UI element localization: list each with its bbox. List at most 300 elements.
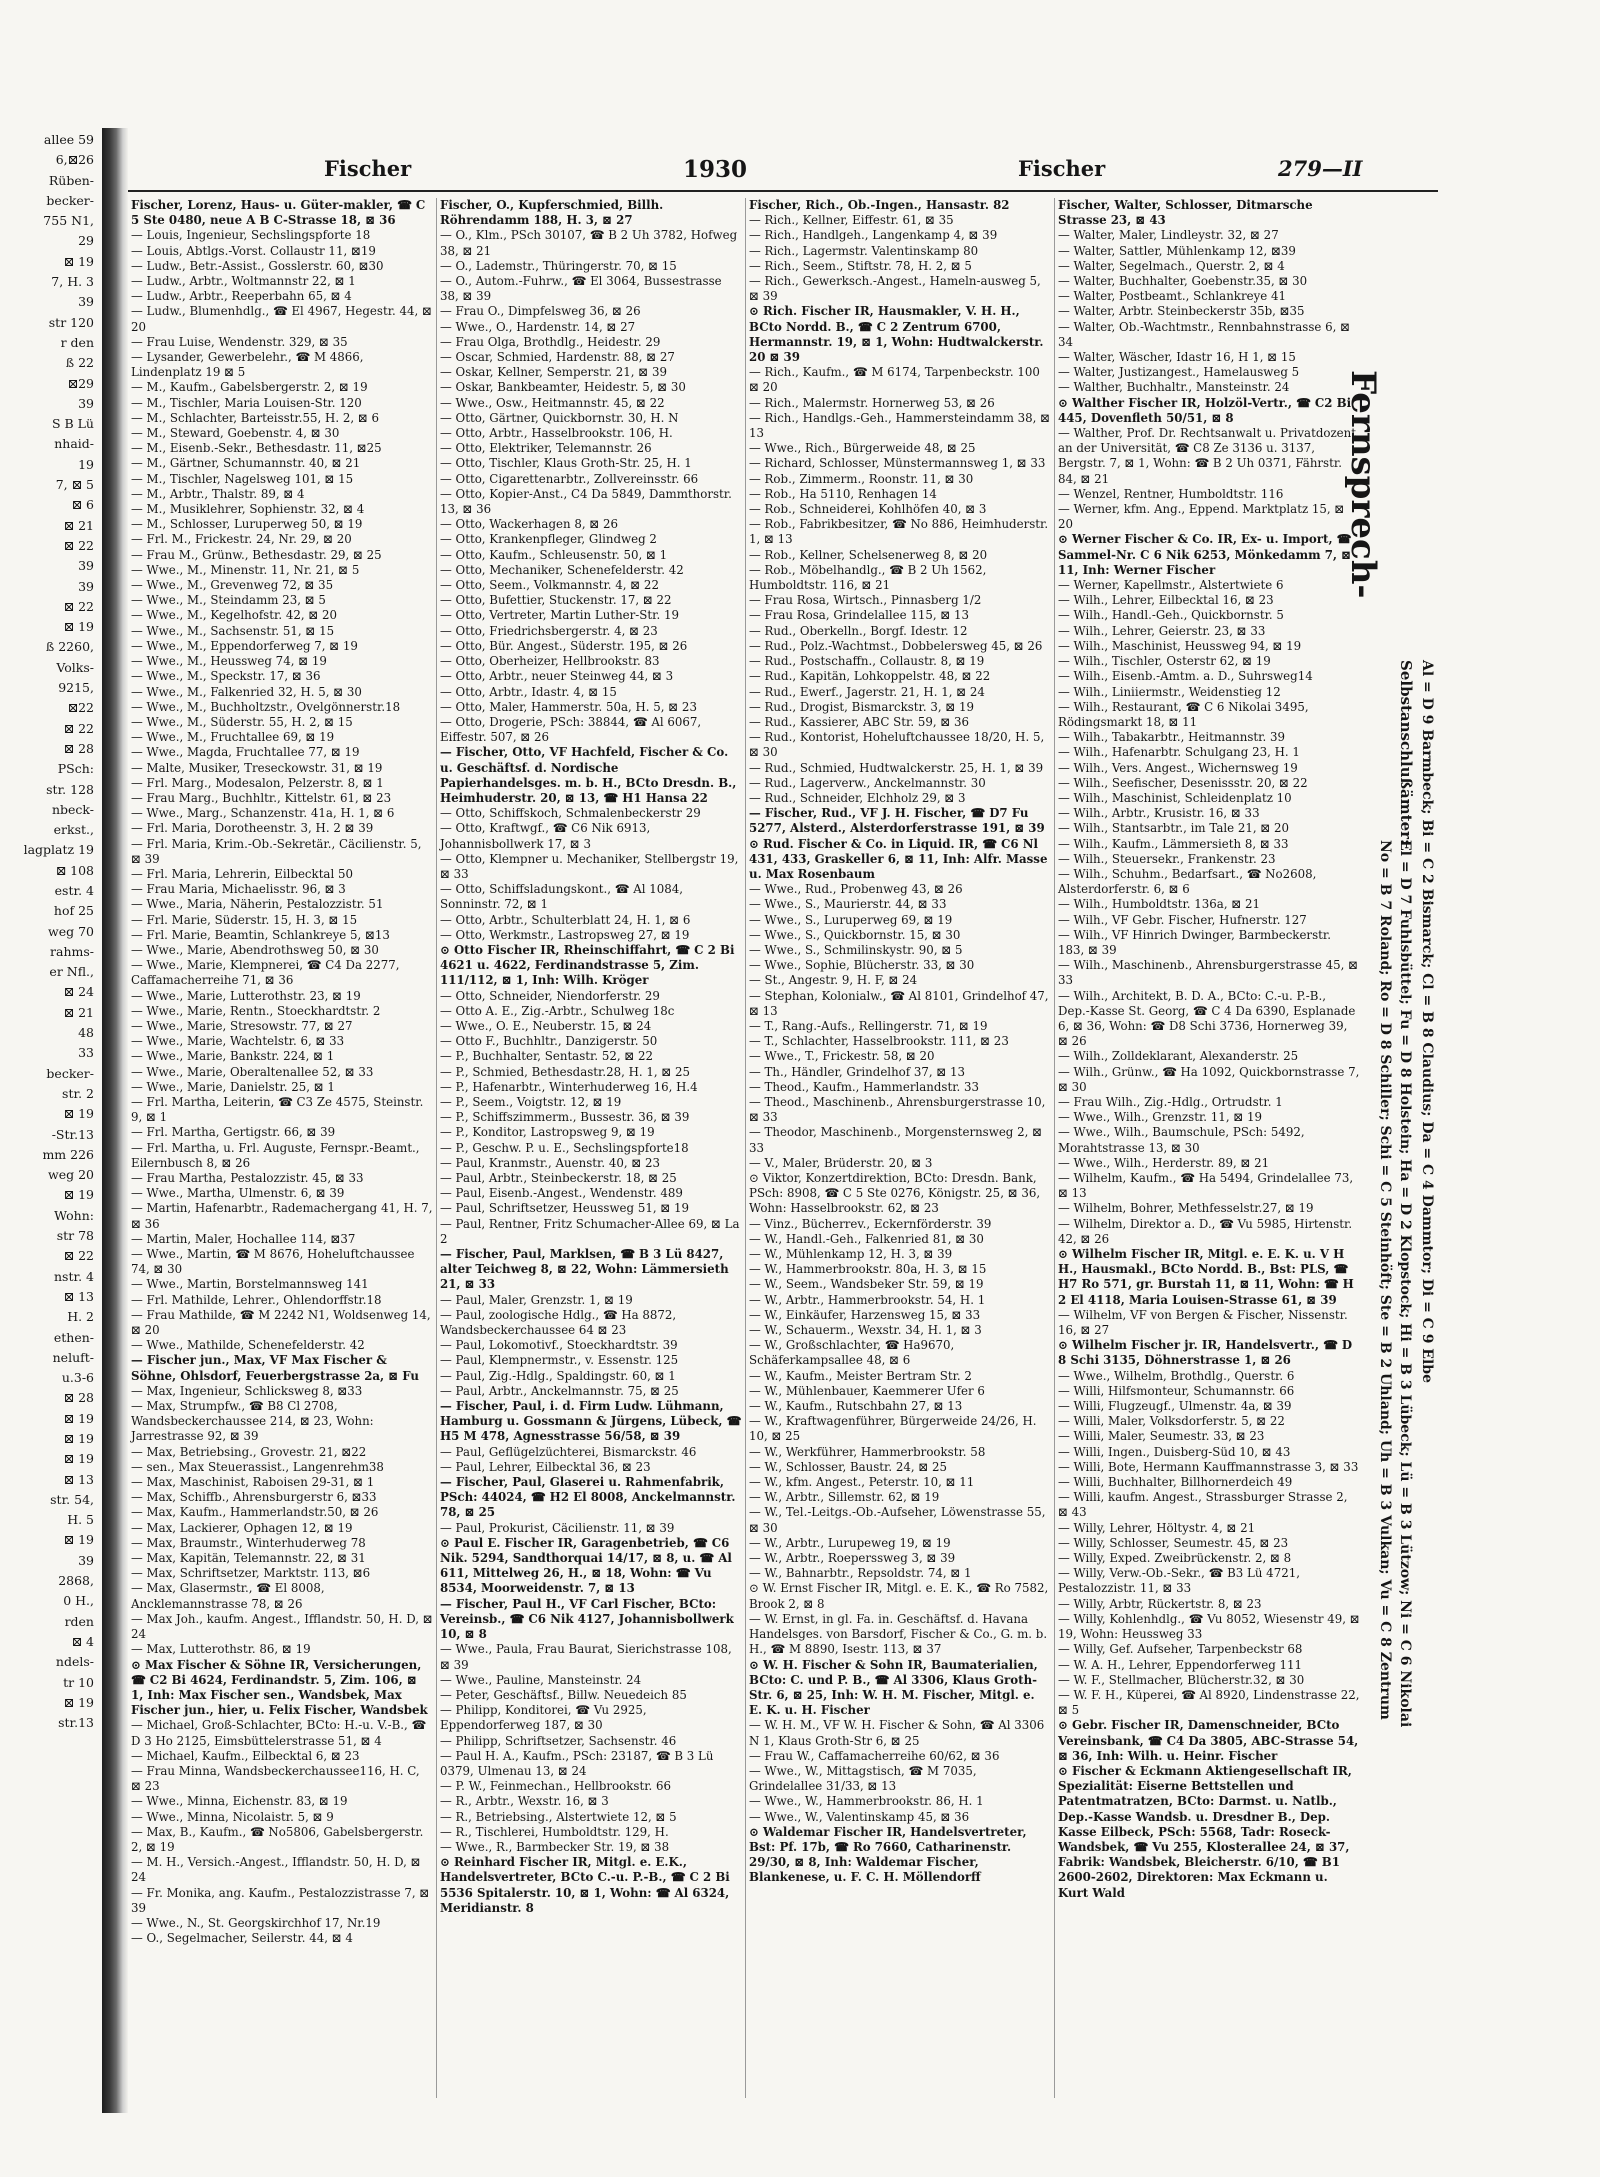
directory-entry: — Philipp, Konditorei, ☎ Vu 2925, Eppendorferweg 187, ⊠ 30: [440, 1703, 647, 1733]
directory-entry: ⊙ Otto Fischer IR, Rheinschiffahrt, ☎ C 2 Bi 4621 u. 4622, Ferdinandstrasse 5, Zim. 111/112, ⊠ 1, Inh: Wilh. Kröger: [440, 942, 735, 988]
directory-entry: — O., Klm., PSch 30107, ☎ B 2 Uh 3782, Hofweg 38, ⊠ 21: [440, 228, 738, 258]
directory-entry: — W., Seem., Wandsbeker Str. 59, ⊠ 19: [749, 1277, 984, 1292]
fragment-line: 755 N1,: [43, 213, 94, 229]
directory-entry: — Rud., Kassierer, ABC Str. 59, ⊠ 36: [749, 714, 970, 729]
fragment-line: nstr. 4: [54, 1268, 94, 1284]
directory-entry: — Otto, Bufettier, Stuckenstr. 17, ⊠ 22: [440, 593, 672, 608]
directory-entry: — Willy, Arbtr, Rückertstr. 8, ⊠ 23: [1058, 1596, 1262, 1611]
directory-entry: — Frl. Maria, Dorotheenstr. 3, H. 2 ⊠ 39: [131, 821, 374, 836]
directory-entry: — Wilh., Liniiermstr., Weidenstieg 12: [1058, 684, 1281, 699]
fragment-line: str 78: [56, 1228, 94, 1244]
fragment-line: 39: [78, 1552, 94, 1568]
directory-entry: — Wwe., M., Speckstr. 17, ⊠ 36: [131, 669, 321, 684]
directory-entry: — Wwe., Paula, Frau Baurat, Sierichstrasse 108, ⊠ 39: [440, 1642, 732, 1672]
directory-entry: — Wwe., Maria, Näherin, Pestalozzistr. 51: [131, 897, 384, 912]
directory-entry: — Peter, Geschäftsf., Billw. Neuedeich 85: [440, 1687, 687, 1702]
directory-entry: — Max, Lackierer, Ophagen 12, ⊠ 19: [131, 1520, 353, 1535]
directory-entry: — Otto, Drogerie, PSch: 38844, ☎ Al 6067, Eiffestr. 507, ⊠ 26: [440, 714, 702, 745]
directory-entry: — Wwe., O. E., Neuberstr. 15, ⊠ 24: [440, 1018, 652, 1033]
directory-entry: — Wwe., T., Frickestr. 58, ⊠ 20: [749, 1049, 935, 1064]
sidebar-title: Fernsprech-: [1343, 370, 1383, 599]
directory-entry: Fischer, O., Kupferschmied, Billh. Röhrendamm 188, H. 3, ⊠ 27: [440, 198, 664, 228]
directory-entry: — W., Mühlenkamp 12, H. 3, ⊠ 39: [749, 1247, 953, 1262]
directory-entry: — Rob., Zimmerm., Roonstr. 11, ⊠ 30: [749, 471, 974, 486]
directory-entry: — Wwe., Rud., Probenweg 43, ⊠ 26: [749, 882, 963, 897]
directory-entry: — Wilhelm, Bohrer, Methfesselstr.27, ⊠ 19: [1058, 1201, 1314, 1216]
telephone-exchange-sidebar: [1343, 240, 1463, 1728]
directory-entry: — Otto, Tischler, Klaus Groth-Str. 25, H. 1: [440, 456, 692, 471]
previous-page-fragment: [0, 130, 102, 2090]
fragment-line: ndels-: [55, 1654, 94, 1670]
directory-entry: — Wilhelm, Direktor a. D., ☎ Vu 5985, Hirtenstr. 42, ⊠ 26: [1058, 1216, 1353, 1246]
directory-entry: — Willi, Flugzeugf., Ulmenstr. 4a, ⊠ 39: [1058, 1399, 1292, 1414]
directory-entry: — St., Angestr. 9, H. F, ⊠ 24: [749, 973, 918, 988]
header-year: 1930: [683, 156, 748, 183]
directory-entry: — Wwe., Wilh., Grenzstr. 11, ⊠ 19: [1058, 1110, 1262, 1125]
directory-entry: — Willy, Gef. Aufseher, Tarpenbeckstr 68: [1058, 1642, 1303, 1657]
directory-entry: — Ludw., Betr.-Assist., Gosslerstr. 60, ⊠30: [131, 258, 384, 273]
fragment-line: ⊠ 22: [63, 598, 94, 614]
directory-entry: — Wilh., Tischler, Osterstr 62, ⊠ 19: [1058, 654, 1271, 669]
directory-entry: — Max, Maschinist, Raboisen 29-31, ⊠ 1: [131, 1475, 375, 1490]
directory-entry: — M., Arbtr., Thalstr. 89, ⊠ 4: [131, 486, 305, 501]
directory-entry: ⊙ Fischer & Eckmann Aktiengesellschaft IR, Spezialität: Eiserne Bettstellen und Patentmatratzen, BCto: Darmst. u. Natlb., Dep.-Kasse Wandsb. u. Dresdner B., Dep. Kasse Eilbeck, PSch: 5568, Tadr: Roseck-Wandsbek, ☎ Vu 255, Klosterallee 24, ⊠ 37, Fabrik: Wandsbek, Bleicherstr. 6/10, ☎ B1 2600-2602, Direktoren: Max Eckmann u. Kurt Wald: [1058, 1763, 1352, 1900]
fragment-line: 39: [78, 578, 94, 594]
directory-entry: — Rich., Handlgs.-Geh., Hammersteindamm 38, ⊠ 13: [749, 410, 1051, 441]
directory-entry: — W. H. M., VF W. H. Fischer & Sohn, ☎ Al 3306 N 1, Klaus Groth-Str 6, ⊠ 25: [749, 1718, 1045, 1748]
directory-entry: — Paul, Geflügelzüchterei, Bismarckstr. 46: [440, 1444, 697, 1459]
directory-entry: ⊙ Rich. Fischer IR, Hausmakler, V. H. H., BCto Nordd. B., ☎ C 2 Zentrum 6700, Hermannstr. 19, ⊠ 1, Wohn: Hudtwalckerstr. 20 ⊠ 39: [749, 304, 1044, 365]
directory-entry: — Rud., Schmied, Hudtwalckerstr. 25, H. 1, ⊠ 39: [749, 760, 1044, 775]
directory-entry: — O., Autom.-Fuhrw., ☎ El 3064, Bussestrasse 38, ⊠ 39: [440, 274, 722, 304]
directory-entry: — Willy, Schlosser, Seumestr. 45, ⊠ 23: [1058, 1535, 1289, 1550]
directory-entry: — sen., Max Steuerassist., Langenrehm38: [131, 1459, 384, 1474]
directory-entry: — Werner, kfm. Ang., Eppend. Marktplatz 15, ⊠ 20: [1058, 502, 1345, 532]
directory-entry: — Rud., Schneider, Elchholz 29, ⊠ 3: [749, 790, 966, 805]
directory-entry: — Paul, Lokomotivf., Stoeckhardtstr. 39: [440, 1338, 678, 1353]
directory-entry: — Walther, Buchhaltr., Mansteinstr. 24: [1058, 380, 1290, 395]
fragment-line: ⊠ 13: [63, 1471, 94, 1487]
directory-entry: — Wwe., Martha, Ulmenstr. 6, ⊠ 39: [131, 1186, 345, 1201]
directory-entry: — Wwe., M., Eppendorferweg 7, ⊠ 19: [131, 638, 358, 653]
directory-entry: — Wilh., Maschinist, Heussweg 94, ⊠ 19: [1058, 638, 1302, 653]
fragment-line: becker-: [46, 192, 94, 208]
directory-entry: — P., Seem., Voigtstr. 12, ⊠ 19: [440, 1094, 622, 1109]
fragment-line: ethen-: [53, 1329, 94, 1345]
directory-entry: — Otto, Werkmstr., Lastropsweg 27, ⊠ 19: [440, 927, 690, 942]
directory-entry: — Walter, Buchhalter, Goebenstr.35, ⊠ 30: [1058, 274, 1308, 289]
directory-entry: — Lysander, Gewerbelehr., ☎ M 4866, Lindenplatz 19 ⊠ 5: [131, 350, 364, 380]
directory-entry: — Rich., Kaufm., ☎ M 6174, Tarpenbeckstr. 100 ⊠ 20: [749, 365, 1040, 395]
directory-entry: — Fischer, Paul, i. d. Firm Ludw. Lühmann, Hamburg u. Gossmann & Jürgens, Lübeck, ☎ H5 M 478, Agnesstrasse 56/58, ⊠ 39: [440, 1399, 742, 1444]
directory-entry: — Wilhelm, VF von Bergen & Fischer, Nissenstr. 16, ⊠ 27: [1058, 1307, 1348, 1338]
directory-entry: — Wwe., Mathilde, Schenefelderstr. 42: [131, 1338, 365, 1353]
page-header: [128, 150, 1463, 190]
directory-entry: — Wwe., M., Fruchtallee 69, ⊠ 19: [131, 730, 335, 745]
directory-entry: — Frau Rosa, Grindelallee 115, ⊠ 13: [749, 608, 970, 623]
directory-entry: — Wwe., Marie, Oberaltenallee 52, ⊠ 33: [131, 1064, 374, 1079]
directory-entry: — Werner, Kapellmstr., Alstertwiete 6: [1058, 578, 1284, 593]
directory-entry: — Wilh., VF Gebr. Fischer, Hufnerstr. 127: [1058, 912, 1307, 927]
directory-entry: — Wwe., Wilh., Baumschule, PSch: 5492, Morahtstrasse 13, ⊠ 30: [1058, 1125, 1305, 1155]
directory-entry: — Otto, Krankenpfleger, Glindweg 2: [440, 532, 657, 547]
directory-entry: — Max, Lutterothstr. 86, ⊠ 19: [131, 1642, 311, 1657]
directory-entry: — Walter, Maler, Lindleystr. 32, ⊠ 27: [1058, 228, 1279, 243]
directory-entry: — Wwe., Sophie, Blücherstr. 33, ⊠ 30: [749, 958, 975, 973]
directory-entry: — R., Betriebsing., Alstertwiete 12, ⊠ 5: [440, 1809, 677, 1824]
directory-entry: — Max, Schiffb., Ahrensburgerstr 6, ⊠33: [131, 1490, 377, 1505]
fragment-line: 39: [78, 294, 94, 310]
fragment-line: 29: [78, 233, 94, 249]
directory-entry: — P., Geschw. P. u. E., Sechslingspforte18: [440, 1140, 689, 1155]
directory-entry: — Wwe., Pauline, Mansteinstr. 24: [440, 1672, 642, 1687]
exchange-line-1: Al = D 9 Barmbeck; Bi = C 2 Bismarck; Cl = B 8 Claudius; Da = C 4 Dammtor; Di = C 9 Elbe: [1419, 660, 1435, 1383]
fragment-line: S B Lü: [51, 416, 94, 432]
directory-entry: — W., Arbtr., Sillemstr. 62, ⊠ 19: [749, 1490, 940, 1505]
directory-entry: — Wilh., Stantsarbtr., im Tale 21, ⊠ 20: [1058, 821, 1290, 836]
directory-entry: — Otto, Maler, Hammerstr. 50a, H. 5, ⊠ 23: [440, 699, 697, 714]
fragment-line: Wohn:: [54, 1207, 94, 1223]
fragment-line: 0 H.,: [63, 1593, 94, 1609]
directory-entry: — Frl. Martha, Leiterin, ☎ C3 Ze 4575, Steinstr. 9, ⊠ 1: [131, 1094, 424, 1125]
directory-entry: ⊙ Paul E. Fischer IR, Garagenbetrieb, ☎ C6 Nik. 5294, Sandthorquai 14/17, ⊠ 8, u. ☎ Al 611, Mittelweg 26, H., ⊠ 18, Wohn: ☎ Vu 8534, Moorweidenstr. 7, ⊠ 13: [440, 1535, 732, 1596]
fragment-line: H. 2: [67, 1309, 94, 1325]
fragment-line: Volks-: [56, 659, 94, 675]
directory-entry: — Paul, Lehrer, Eilbecktal 36, ⊠ 23: [440, 1459, 651, 1474]
directory-entry: — W. F. H., Küperei, ☎ Al 8920, Lindenstrasse 22, ⊠ 5: [1058, 1687, 1360, 1718]
directory-entry: — Paul, Prokurist, Cäcilienstr. 11, ⊠ 39: [440, 1520, 675, 1535]
directory-entry: — W., Arbtr., Lurupeweg 19, ⊠ 19: [749, 1535, 951, 1550]
directory-entry: — Wwe., Wilh., Herderstr. 89, ⊠ 21: [1058, 1155, 1270, 1170]
directory-entry: — Rob., Schneiderei, Kohlhöfen 40, ⊠ 3: [749, 502, 987, 517]
directory-entry: — Rud., Ewerf., Jagerstr. 21, H. 1, ⊠ 24: [749, 684, 985, 699]
directory-entry: — Stephan, Kolonialw., ☎ Al 8101, Grindelhof 47, ⊠ 13: [749, 988, 1049, 1018]
directory-entry: — Rud., Polz.-Wachtmst., Dobbelersweg 45, ⊠ 26: [749, 638, 1043, 653]
directory-entry: — Willi, Maler, Volksdorferstr. 5, ⊠ 22: [1058, 1414, 1285, 1429]
directory-entry: — Rich., Handlgeh., Langenkamp 4, ⊠ 39: [749, 228, 998, 243]
fragment-line: Rüben-: [48, 172, 94, 188]
fragment-line: neluft-: [52, 1349, 94, 1365]
directory-entry: — Frau M., Grünw., Bethesdastr. 29, ⊠ 25: [131, 547, 382, 562]
directory-entry: — W., Mühlenbauer, Kaemmerer Ufer 6: [749, 1383, 985, 1398]
directory-entry: — Max, Strumpfw., ☎ B8 Cl 2708, Wandsbeckerchaussee 214, ⊠ 23, Wohn: Jarrestrasse 92, ⊠ 39: [131, 1399, 374, 1444]
fragment-line: 6,⊠26: [55, 152, 94, 168]
directory-entry: — M., Kaufm., Gabelsbergerstr. 2, ⊠ 19: [131, 380, 368, 395]
fragment-line: erkst.,: [53, 822, 94, 838]
directory-entry: — Rud., Kontorist, Hoheluftchaussee 18/20, H. 5, ⊠ 30: [749, 730, 1045, 760]
directory-entry: — Frl. Marg., Modesalon, Pelzerstr. 8, ⊠ 1: [131, 775, 384, 790]
directory-entry: — M., Gärtner, Schumannstr. 40, ⊠ 21: [131, 456, 361, 471]
directory-entry: — W., Arbtr., Hammerbrookstr. 54, H. 1: [749, 1292, 986, 1307]
fragment-line: rden: [64, 1613, 94, 1629]
directory-entry: — Paul, Kranmstr., Auenstr. 40, ⊠ 23: [440, 1155, 661, 1170]
fragment-line: ⊠ 19: [63, 1451, 94, 1467]
sidebar-label: Selbstanschlußämter:: [1397, 660, 1415, 845]
directory-entry: ⊙ Waldemar Fischer IR, Handelsvertreter, Bst: Pf. 17b, ☎ Ro 7660, Catharinenstr. 29/30, ⊠ 8, Inh: Waldemar Fischer, Blankenese, u. F. C. H. Möllendorff: [749, 1824, 1027, 1885]
fragment-line: allee 59: [43, 132, 94, 147]
directory-entry: — Wilh., VF Hinrich Dwinger, Barmbeckerstr. 183, ⊠ 39: [1058, 927, 1331, 957]
directory-entry: — Otto, Cigarettenarbtr., Zollvereinsstr. 66: [440, 471, 699, 486]
directory-entry: — M., Musiklehrer, Sophienstr. 32, ⊠ 4: [131, 502, 365, 517]
directory-entry: — Frau Minna, Wandsbeckerchaussee116, H. C, ⊠ 23: [131, 1763, 420, 1794]
directory-entry: — Paul, Maler, Grenzstr. 1, ⊠ 19: [440, 1292, 633, 1307]
directory-entry: — Rob., Möbelhandlg., ☎ B 2 Uh 1562, Humboldtstr. 116, ⊠ 21: [749, 562, 987, 593]
directory-entry: — Wwe., R., Barmbecker Str. 19, ⊠ 38: [440, 1839, 670, 1854]
fragment-line: ⊠ 19: [63, 619, 94, 635]
directory-entry: — R., Tischlerei, Humboldtstr. 129, H.: [440, 1824, 669, 1839]
directory-entry: — W., Arbtr., Roeperssweg 3, ⊠ 39: [749, 1551, 956, 1566]
directory-entry: — Walter, Ob.-Wachtmstr., Rennbahnstrasse 6, ⊠ 34: [1058, 319, 1351, 349]
directory-entry: — Wwe., S., Quickbornstr. 15, ⊠ 30: [749, 927, 961, 942]
directory-entry: — Willi, Maler, Seumestr. 33, ⊠ 23: [1058, 1429, 1265, 1444]
directory-entry: — Wilh., Humboldtstr. 136a, ⊠ 21: [1058, 897, 1260, 912]
directory-entry: — Otto, Wackerhagen 8, ⊠ 26: [440, 517, 618, 532]
fragment-line: 9215,: [58, 680, 94, 696]
directory-entry: — Theod., Maschinenb., Ahrensburgerstrasse 10, ⊠ 33: [749, 1094, 1046, 1125]
directory-entry: ⊙ Wilhelm Fischer jr. IR, Handelsvertr., ☎ D 8 Schi 3135, Döhnerstrasse 1, ⊠ 26: [1058, 1338, 1353, 1368]
directory-entry: Fischer, Rich., Ob.-Ingen., Hansastr. 82: [749, 198, 1010, 212]
fragment-line: ⊠ 21: [63, 1004, 94, 1020]
directory-entry: — Wilh., Tabakarbtr., Heitmannstr. 39: [1058, 730, 1285, 745]
directory-entry: — Otto, Schneider, Niendorferstr. 29: [440, 988, 660, 1003]
directory-entry: — M., Steward, Goebenstr. 4, ⊠ 30: [131, 426, 340, 441]
directory-entry: — Wilh., Maschinist, Schleidenplatz 10: [1058, 790, 1292, 805]
fragment-line: ⊠ 4: [71, 1633, 94, 1649]
directory-entry: — Frau Rosa, Wirtsch., Pinnasberg 1/2: [749, 593, 982, 608]
directory-entry: — Theodor, Maschinenb., Morgensternsweg 2, ⊠ 33: [749, 1125, 1043, 1155]
directory-entry: — W., Hammerbrookstr. 80a, H. 3, ⊠ 15: [749, 1262, 987, 1277]
directory-entry: — Wilh., Architekt, B. D. A., BCto: C.-u. P.-B., Dep.-Kasse St. Georg, ☎ C 4 Da 6390, Esplanade 6, ⊠ 36, Wohn: ☎ D8 Schi 3736, Hornerweg 39, ⊠ 26: [1058, 988, 1356, 1049]
directory-entry: — Otto, Kaufm., Schleusenstr. 50, ⊠ 1: [440, 547, 668, 562]
directory-entry: — W., Einkäufer, Harzensweg 15, ⊠ 33: [749, 1307, 981, 1322]
directory-entry: — Frau Luise, Wendenstr. 329, ⊠ 35: [131, 334, 348, 349]
directory-entry: — Rob., Kellner, Schelsenerweg 8, ⊠ 20: [749, 547, 988, 562]
directory-entry: — Wwe., S., Maurierstr. 44, ⊠ 33: [749, 897, 947, 912]
directory-entry: — Paul, Klempnermstr., v. Essenstr. 125: [440, 1353, 679, 1368]
directory-entry: — Willi, Buchhalter, Billhornerdeich 49: [1058, 1475, 1293, 1490]
directory-entry: — Wwe., M., Grevenweg 72, ⊠ 35: [131, 578, 334, 593]
directory-entry: — Otto, Arbtr., Schulterblatt 24, H. 1, ⊠ 6: [440, 912, 691, 927]
directory-entry: — Otto, Arbtr., Idastr. 4, ⊠ 15: [440, 684, 617, 699]
directory-entry: — W. A. H., Lehrer, Eppendorferweg 111: [1058, 1657, 1303, 1672]
directory-entry: — Wilh., Lehrer, Geierstr. 23, ⊠ 33: [1058, 623, 1266, 638]
directory-entry: — Otto, Klempner u. Mechaniker, Stellbergstr 19, ⊠ 33: [440, 851, 739, 881]
directory-entry: — Paul, Arbtr., Steinbeckerstr. 18, ⊠ 25: [440, 1171, 677, 1185]
fragment-line: ⊠ 13: [63, 1288, 94, 1304]
directory-entry: — Frau Marg., Buchhltr., Kittelstr. 61, ⊠ 23: [131, 790, 392, 805]
fragment-line: nhaid-: [54, 436, 94, 452]
directory-entry: — Frl. Maria, Krim.-Ob.-Sekretär., Cäcilienstr. 5, ⊠ 39: [131, 836, 422, 866]
directory-entry: — R., Arbtr., Wexstr. 16, ⊠ 3: [440, 1794, 609, 1809]
directory-entry: — Rich., Seem., Stiftstr. 78, H. 2, ⊠ 5: [749, 258, 972, 273]
fragment-line: str. 2: [62, 1085, 94, 1101]
header-rule: [128, 190, 1438, 192]
directory-entry: — Wwe., Marie, Danielstr. 25, ⊠ 1: [131, 1079, 335, 1094]
directory-entry: — Wilh., Maschinenb., Ahrensburgerstrasse 45, ⊠ 33: [1058, 958, 1359, 988]
directory-entry: — Wwe., Marie, Bankstr. 224, ⊠ 1: [131, 1049, 335, 1064]
directory-entry: — Frl. Marie, Süderstr. 15, H. 3, ⊠ 15: [131, 912, 358, 927]
directory-entry: — W., Schlosser, Baustr. 24, ⊠ 25: [749, 1459, 948, 1474]
directory-entry: — Fischer, Otto, VF Hachfeld, Fischer & Co. u. Geschäftsf. d. Nordische Papierhandelsges. m. b. H., BCto Dresdn. B., Heimhuderstr. 20, ⊠ 13, ☎ H1 Hansa 22: [440, 745, 737, 805]
directory-entry: — W., Kraftwagenführer, Bürgerweide 24/26, H. 10, ⊠ 25: [749, 1414, 1037, 1444]
directory-page: [128, 150, 1463, 2110]
directory-entry: — Rud., Drogist, Bismarckstr. 3, ⊠ 19: [749, 699, 975, 714]
directory-entry: — P., Hafenarbtr., Winterhuderweg 16, H.4: [440, 1079, 698, 1094]
fragment-line: 39: [78, 395, 94, 411]
directory-entry: ⊙ Wilhelm Fischer IR, Mitgl. e. E. K. u. V H H., Hausmakl., BCto Nordd. B., Bst: PLS, ☎ H7 Ro 571, gr. Burstah 11, ⊠ 11, Wohn: ☎ H 2 El 4118, Maria Louisen-Strasse 61, ⊠ 39: [1058, 1247, 1354, 1307]
directory-entry: — Wwe., S., Luruperweg 69, ⊠ 19: [749, 912, 953, 927]
directory-entry: — Otto, Arbtr., neuer Steinweg 44, ⊠ 3: [440, 669, 674, 684]
fragment-line: ⊠ 28: [63, 740, 94, 756]
fragment-line: ⊠22: [67, 700, 94, 716]
book-gutter: [102, 128, 128, 2113]
directory-entry: — Wilh., Kaufm., Lämmersieth 8, ⊠ 33: [1058, 836, 1289, 851]
directory-entry: — Oskar, Bankbeamter, Heidestr. 5, ⊠ 30: [440, 380, 686, 395]
directory-entry: — P., Schiffszimmerm., Bussestr. 36, ⊠ 39: [440, 1110, 690, 1125]
directory-entry: — W., Tel.-Leitgs.-Ob.-Aufseher, Löwenstrasse 55, ⊠ 30: [749, 1505, 1046, 1535]
fragment-line: er Nfl.,: [49, 964, 94, 980]
fragment-line: ß 2260,: [45, 639, 94, 655]
directory-entry: — W. F., Stellmacher, Blücherstr.32, ⊠ 30: [1058, 1672, 1305, 1687]
directory-entry: — Wwe., Marie, Stresowstr. 77, ⊠ 27: [131, 1018, 353, 1033]
fragment-line: ⊠ 6: [71, 497, 94, 513]
directory-entry: — Wwe., M., Buchholtzstr., Ovelgönnerstr.18: [131, 699, 401, 714]
fragment-line: r den: [60, 334, 94, 350]
directory-entry: — Wwe., M., Minenstr. 11, Nr. 21, ⊠ 5: [131, 562, 360, 577]
directory-entry: — Frl. Martha, u. Frl. Auguste, Fernspr.-Beamt., Eilernbusch 8, ⊠ 26: [131, 1140, 420, 1170]
fragment-line: ⊠ 22: [63, 537, 94, 553]
directory-entry: — Wwe., O., Hardenstr. 14, ⊠ 27: [440, 319, 636, 334]
fragment-line: PSch:: [57, 761, 94, 777]
directory-entry: — Max, Schriftsetzer, Marktstr. 113, ⊠6: [131, 1566, 371, 1581]
fragment-line: ⊠29: [67, 375, 94, 391]
directory-entry: — Willi, Ingen., Duisberg-Süd 10, ⊠ 43: [1058, 1444, 1291, 1459]
directory-entry: — Martin, Maler, Hochallee 114, ⊠37: [131, 1231, 356, 1246]
directory-entry: — Wilh., Zolldeklarant, Alexanderstr. 25: [1058, 1049, 1299, 1064]
directory-entry: — Wwe., M., Falkenried 32, H. 5, ⊠ 30: [131, 684, 362, 699]
directory-entry: — Otto, Vertreter, Martin Luther-Str. 19: [440, 608, 679, 623]
directory-entry: — P. W., Feinmechan., Hellbrookstr. 66: [440, 1779, 672, 1794]
directory-entry: — Fischer, Paul H., VF Carl Fischer, BCto: Vereinsb., ☎ C6 Nik 4127, Johannisbollwerk 10, ⊠ 8: [440, 1596, 734, 1642]
directory-entry: — Martin, Hafenarbtr., Rademachergang 41, H. 7, ⊠ 36: [131, 1201, 433, 1231]
directory-entry: — Wwe., Marie, Klempnerei, ☎ C4 Da 2277, Caffamacherreihe 71, ⊠ 36: [131, 958, 400, 988]
directory-entry: — Wilh., Eisenb.-Amtm. a. D., Suhrsweg14: [1058, 669, 1313, 684]
directory-entry: — P., Konditor, Lastropsweg 9, ⊠ 19: [440, 1125, 655, 1140]
fragment-line: 2868,: [58, 1573, 94, 1589]
directory-entry: — Frl. Marie, Beamtin, Schlankreye 5, ⊠13: [131, 927, 390, 942]
directory-entry: — M., Tischler, Nagelsweg 101, ⊠ 15: [131, 471, 354, 486]
directory-entry: — Otto, Seem., Volkmannstr. 4, ⊠ 22: [440, 578, 659, 593]
directory-entry: — W., Werkführer, Hammerbrookstr. 58: [749, 1444, 986, 1459]
directory-entry: — Wwe., Osw., Heitmannstr. 45, ⊠ 22: [440, 395, 665, 410]
directory-entry: — Max, Braumstr., Winterhuderweg 78: [131, 1535, 366, 1550]
directory-entry: — Wwe., M., Steindamm 23, ⊠ 5: [131, 593, 326, 608]
fragment-line: 33: [78, 1045, 94, 1061]
directory-entry: — Wwe., Minna, Nicolaistr. 5, ⊠ 9: [131, 1809, 334, 1824]
directory-entry: ⊙ Walther Fischer IR, Holzöl-Vertr., ☎ C2 Bi 445, Dovenfleth 50/51, ⊠ 8: [1058, 395, 1352, 425]
directory-entry: — Vinz., Bücherrev., Eckernförderstr. 39: [749, 1216, 992, 1231]
directory-entry: — W., kfm. Angest., Peterstr. 10, ⊠ 11: [749, 1475, 975, 1490]
fragment-line: nbeck-: [51, 801, 94, 817]
directory-entry: — M., Tischler, Maria Louisen-Str. 120: [131, 395, 362, 410]
directory-entry: — Wwe., Marie, Rentn., Stoeckhardtstr. 2: [131, 1003, 381, 1018]
fragment-line: ⊠ 19: [63, 1106, 94, 1122]
directory-entry: — Walter, Sattler, Mühlenkamp 12, ⊠39: [1058, 243, 1296, 258]
directory-entry: — Wwe., Wilhelm, Brothdlg., Querstr. 6: [1058, 1368, 1295, 1383]
directory-entry: — Wilh., Seefischer, Desenissstr. 20, ⊠ 22: [1058, 775, 1308, 790]
fragment-line: str. 54,: [50, 1491, 94, 1507]
directory-entry: — Wwe., Martin, Borstelmannsweg 141: [131, 1277, 369, 1292]
directory-entry: — Rich., Lagermstr. Valentinskamp 80: [749, 243, 979, 258]
fragment-line: str. 128: [46, 781, 94, 797]
fragment-line: ⊠ 19: [63, 253, 94, 269]
directory-entry: — W., Schauerm., Wexstr. 34, H. 1, ⊠ 3: [749, 1323, 982, 1338]
fragment-line: ⊠ 19: [63, 1431, 94, 1446]
directory-entry: — Malte, Musiker, Treseckowstr. 31, ⊠ 19: [131, 760, 383, 775]
directory-entry: ⊙ Reinhard Fischer IR, Mitgl. e. E.K., Handelsvertreter, BCto C.-u. P.-B., ☎ C 2 Bi 5536 Spitalerstr. 10, ⊠ 1, Wohn: ☎ Al 6324, Meridianstr. 8: [440, 1855, 730, 1915]
directory-entry: — Wwe., Marg., Schanzenstr. 41a, H. 1, ⊠ 6: [131, 806, 395, 821]
directory-entry: — Max Joh., kaufm. Angest., Ifflandstr. 50, H. D, ⊠ 24: [131, 1611, 433, 1642]
directory-entry: — Otto, Elektriker, Telemannstr. 26: [440, 441, 652, 456]
directory-entry: — Wwe., M., Süderstr. 55, H. 2, ⊠ 15: [131, 714, 353, 729]
directory-entry: — M., Schlachter, Barteisstr.55, H. 2, ⊠ 6: [131, 410, 379, 425]
directory-entry: — W., Großschlachter, ☎ Ha9670, Schäferkampsallee 48, ⊠ 6: [749, 1338, 955, 1368]
fragment-line: mm 226: [42, 1146, 94, 1162]
fragment-line: str 120: [48, 314, 94, 330]
directory-entry: — Michael, Kaufm., Eilbecktal 6, ⊠ 23: [131, 1748, 360, 1763]
directory-entry: — V., Maler, Brüderstr. 20, ⊠ 3: [749, 1155, 933, 1170]
directory-entry: — Otto, Oberheizer, Hellbrookstr. 83: [440, 654, 660, 669]
directory-entry: — Walther, Prof. Dr. Rechtsanwalt u. Privatdozent an der Universität, ☎ C8 Ze 3136 u. 3137, Bergstr. 7, ⊠ 1, Wohn: ☎ B 2 Uh 0371, Fährstr. 84, ⊠ 21: [1058, 426, 1357, 486]
directory-entry: — Willi, Bote, Hermann Kauffmannstrasse 3, ⊠ 33: [1058, 1459, 1359, 1474]
directory-entry: — Willi, Hilfsmonteur, Schumannstr. 66: [1058, 1383, 1295, 1398]
fragment-line: 39: [78, 558, 94, 574]
directory-entry: — Max, Kaufm., Hammerlandstr.50, ⊠ 26: [131, 1505, 379, 1520]
fragment-line: u.3-6: [61, 1370, 94, 1386]
directory-entry: — Wenzel, Rentner, Humboldtstr. 116: [1058, 486, 1284, 501]
fragment-line: ⊠ 24: [63, 984, 94, 1000]
directory-entry: — Wilhelm, Kaufm., ☎ Ha 5494, Grindelallee 73, ⊠ 13: [1058, 1171, 1354, 1201]
fragment-line: 48: [78, 1025, 94, 1041]
fragment-line: H. 5: [67, 1512, 94, 1528]
directory-entry: — Max, Ingenieur, Schlicksweg 8, ⊠33: [131, 1383, 363, 1398]
directory-entry: — Ludw., Arbtr., Reeperbahn 65, ⊠ 4: [131, 289, 352, 304]
directory-entry: — Frl. Maria, Lehrerin, Eilbecktal 50: [131, 866, 353, 881]
directory-entry: — W., Kaufm., Rutschbahn 27, ⊠ 13: [749, 1399, 963, 1414]
directory-entry: ⊙ Max Fischer & Söhne IR, Versicherungen, ☎ C2 Bi 4624, Ferdinandstr. 5, Zim. 106, ⊠ 1, Inh: Max Fischer sen., Wandsbek, Max Fischer jun., hier, u. Felix Fischer, Wandsbek: [131, 1657, 428, 1718]
directory-entry: Fischer, Walter, Schlosser, Ditmarsche Strasse 23, ⊠ 43: [1058, 198, 1313, 228]
exchange-line-2: El = D 7 Fuhlsbüttel; Fu = D 8 Holstein; Ha = D 2 Klopstock; Hi = B 3 Lübeck; Lü = B 3 Lützow; Ni = C 6 Nikolai: [1397, 840, 1413, 1728]
directory-entry: — Wilh., Arbtr., Krusistr. 16, ⊠ 33: [1058, 806, 1260, 821]
directory-entry: ⊙ W. Ernst Fischer IR, Mitgl. e. E. K., ☎ Ro 7582, Brook 2, ⊠ 8: [749, 1581, 1049, 1611]
directory-entry: — Otto, Gärtner, Quickbornstr. 30, H. N: [440, 410, 679, 425]
directory-entry: — Ludw., Arbtr., Woltmannstr 22, ⊠ 1: [131, 274, 356, 289]
directory-entry: — Walter, Segelmach., Querstr. 2, ⊠ 4: [1058, 258, 1285, 273]
directory-entry: — P., Schmied, Bethesdastr.28, H. 1, ⊠ 25: [440, 1064, 691, 1079]
directory-entry: — Willy, Lehrer, Höltystr. 4, ⊠ 21: [1058, 1520, 1256, 1535]
fragment-line: ß 22: [65, 355, 94, 371]
directory-entry: — Rich., Malermstr. Hornerweg 53, ⊠ 26: [749, 395, 995, 410]
directory-entry: ⊙ Gebr. Fischer IR, Damenschneider, BCto Vereinsbank, ☎ C4 Da 3805, ABC-Strasse 54, ⊠ 36, Inh: Wilh. u. Heinr. Fischer: [1058, 1718, 1359, 1763]
directory-entry: — Otto, Friedrichsbergerstr. 4, ⊠ 23: [440, 623, 658, 638]
directory-entry: — Wwe., W., Hammerbrookstr. 86, H. 1: [749, 1794, 984, 1809]
directory-entry: — M., Eisenb.-Sekr., Bethesdastr. 11, ⊠25: [131, 441, 382, 456]
directory-entry: — Paul, Arbtr., Anckelmannstr. 75, ⊠ 25: [440, 1383, 679, 1398]
fragment-line: 19: [78, 456, 94, 472]
directory-entry: — Wwe., Magda, Fruchtallee 77, ⊠ 19: [131, 745, 360, 760]
directory-entry: — Wwe., Minna, Eichenstr. 83, ⊠ 19: [131, 1794, 348, 1809]
fragment-line: ⊠ 19: [63, 1532, 94, 1548]
